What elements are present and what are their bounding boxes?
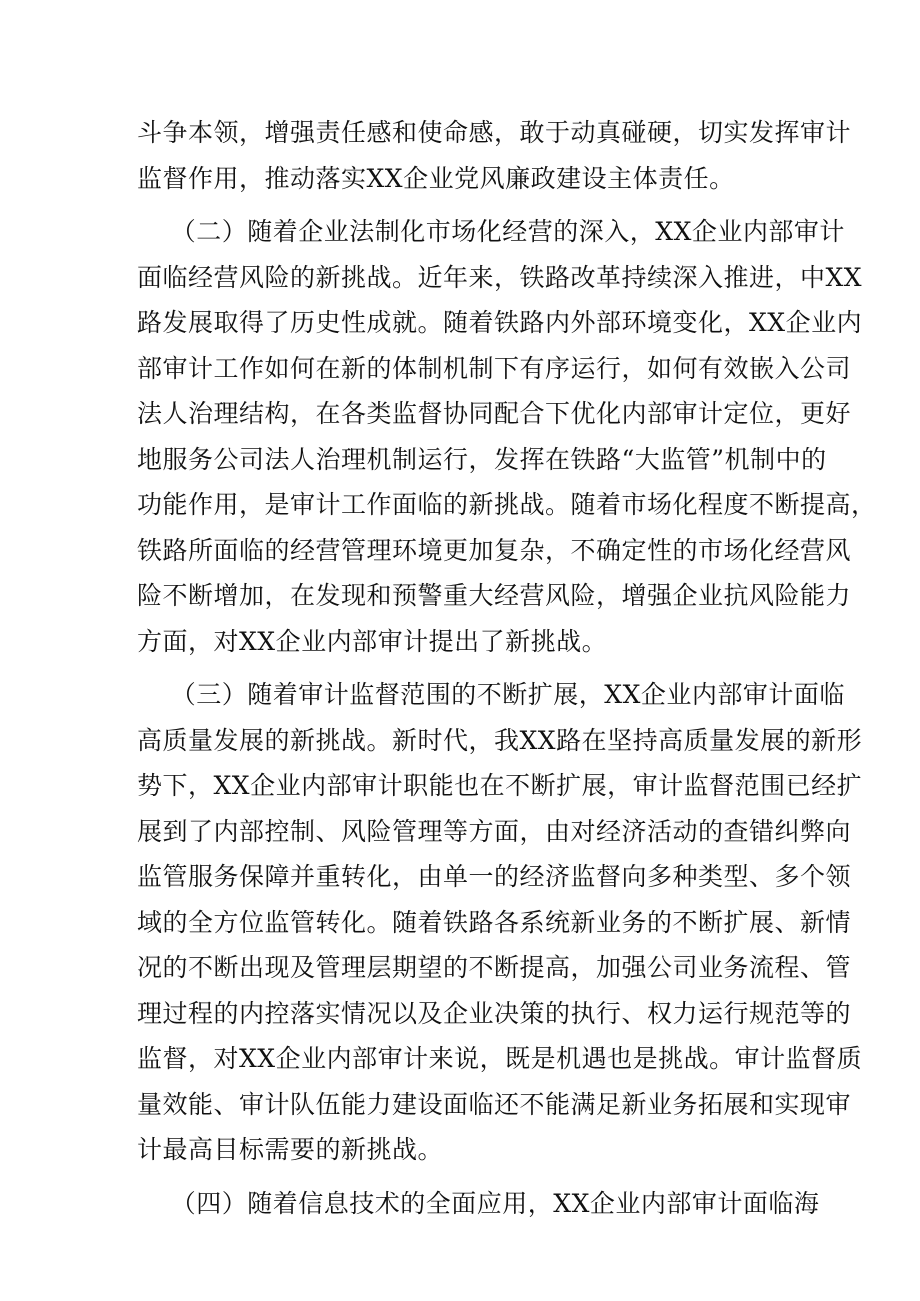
text-line: 计最高目标需要的新挑战。 (137, 1135, 444, 1164)
text-line: 域的全方位监管转化。随着铁路各系统新业务的不断扩展、新情 (137, 907, 852, 937)
text-line: 部审计工作如何在新的体制机制下有序运行，如何有效嵌入公司 (137, 353, 852, 383)
text-line: 地服务公司法人治理机制运行，发挥在铁路“大监管”机制中的 (137, 444, 827, 474)
paragraph-gap (137, 201, 797, 209)
text-line: 监督，对XX企业内部审计来说，既是机遇也是挑战。审计监督质 (137, 1044, 863, 1073)
text-line: 监督作用，推动落实XX企业党风廉政建设主体责任。 (137, 163, 735, 193)
text-line: （四）随着信息技术的全面应用，XX企业内部审计面临海 (137, 1188, 820, 1218)
text-line: 高质量发展的新挑战。新时代，我XX路在坚持高质量发展的新形 (137, 725, 863, 755)
text-line: 展到了内部控制、风险管理等方面，由对经济活动的查错纠弊向 (137, 816, 852, 846)
text-line: 功能作用，是审计工作面临的新挑战。随着市场化程度不断提高， (137, 490, 877, 519)
paragraph-gap (137, 664, 797, 672)
text-line: 方面，对XX企业内部审计提出了新挑战。 (137, 626, 608, 656)
text-line: 铁路所面临的经营管理环境更加复杂，不确定性的市场化经营风 (137, 535, 852, 565)
document-body (137, 110, 877, 1226)
text-line: 理过程的内控落实情况以及企业决策的执行、权力运行规范等的 (137, 998, 852, 1028)
text-line: 斗争本领，增强责任感和使命感，敢于动真碰硬，切实发挥审计 (137, 118, 852, 147)
text-line: 监管服务保障并重转化，由单一的经济监督向多种类型、多个领 (137, 862, 852, 891)
text-line: 险不断增加，在发现和预警重大经营风险，增强企业抗风险能力 (137, 581, 852, 610)
text-line: 路发展取得了历史性成就。随着铁路内外部环境变化，XX企业内 (137, 308, 863, 337)
text-line: （三）随着审计监督范围的不断扩展，XX企业内部审计面临 (137, 680, 845, 709)
text-line: 面临经营风险的新挑战。近年来，铁路改革持续深入推进，中XX (137, 262, 863, 292)
text-line: 法人治理结构，在各类监督协同配合下优化内部审计定位，更好 (137, 399, 852, 428)
paragraph-gap (137, 1173, 797, 1181)
text-line: （二）随着企业法制化市场化经营的深入，XX企业内部审计 (137, 217, 845, 246)
text-line: 量效能、审计队伍能力建设面临还不能满足新业务拓展和实现审 (137, 1089, 852, 1119)
text-line: 况的不断出现及管理层期望的不断提高，加强公司业务流程、管 (137, 953, 852, 982)
text-line: 势下，XX企业内部审计职能也在不断扩展，审计监督范围已经扩 (137, 771, 863, 800)
